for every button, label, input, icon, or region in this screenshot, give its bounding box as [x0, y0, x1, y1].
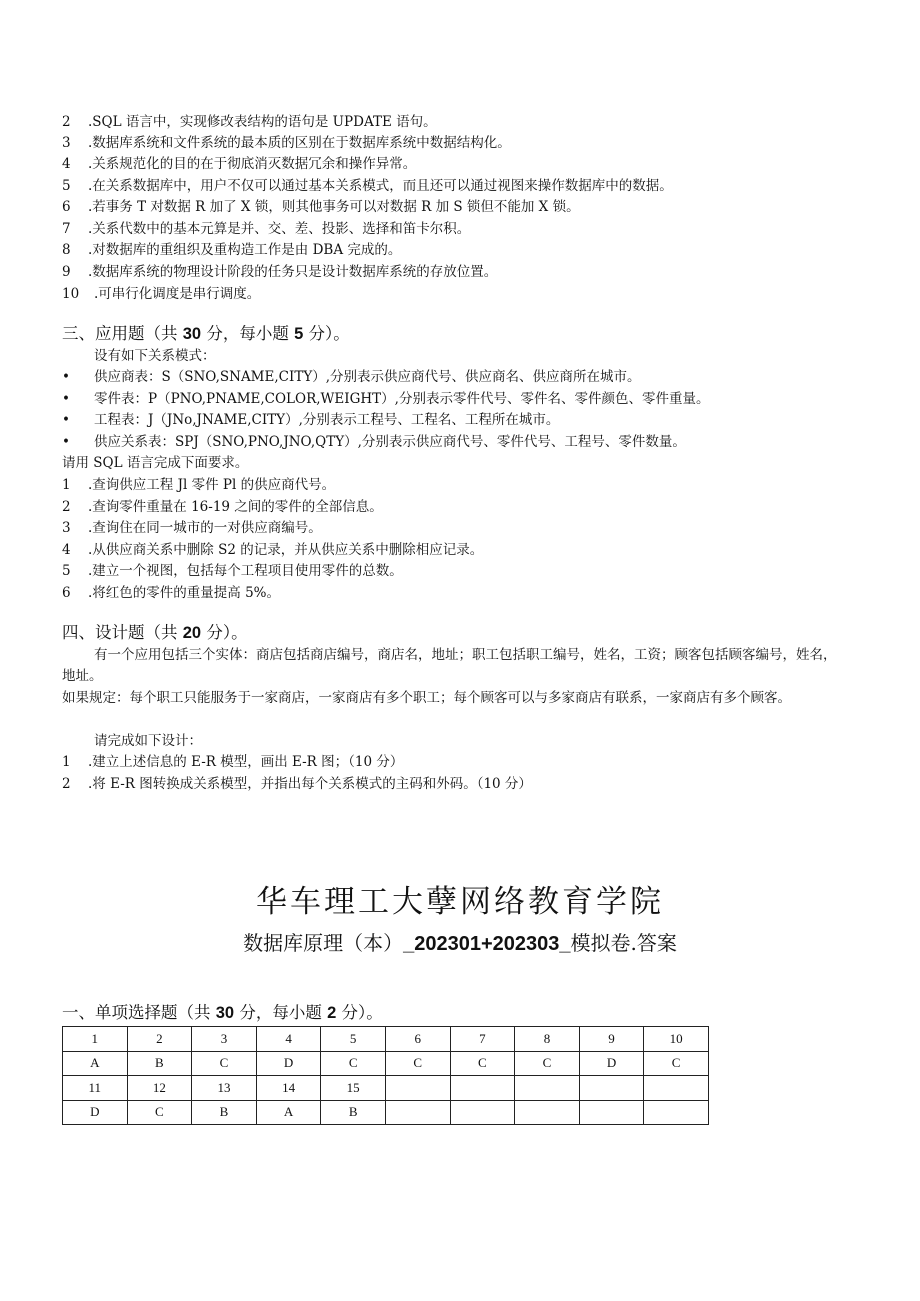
question-number-cell: 3 — [192, 1027, 257, 1052]
question-number-cell — [579, 1076, 644, 1101]
sql-question: 1 .查询供应工程 Jl 零件 Pl 的供应商代号。 — [62, 477, 336, 493]
question-number-cell: 15 — [321, 1076, 386, 1101]
question-number-cell: 4 — [256, 1027, 321, 1052]
question-number-cell — [450, 1076, 515, 1101]
table-row — [63, 1100, 709, 1125]
table-row — [63, 1076, 709, 1101]
schema-item: • 供应关系表：SPJ（SNO,PNO,JNO,QTY）,分别表示供应商代号、零件代号、工程号、零件数量。 — [62, 434, 686, 450]
sql-question: 6 .将红色的零件的重量提高 5%。 — [62, 585, 280, 601]
tf-item: 5 .在关系数据库中，用户不仅可以通过基本关系模式，而且还可以通过视图来操作数据库中的数据。 — [62, 178, 673, 194]
answer-cell: D — [579, 1051, 644, 1076]
question-number-cell: 1 — [63, 1027, 128, 1052]
answer-cell: B — [192, 1100, 257, 1125]
sql-question: 4 .从供应商关系中删除 S2 的记录，并从供应关系中删除相应记录。 — [62, 542, 484, 558]
tf-item: 3 .数据库系统和文件系统的最本质的区别在于数据库系统中数据结构化。 — [62, 135, 511, 151]
section4-para2: 如果规定：每个职工只能服务于一家商店，一家商店有多个职工；每个顾客可以与多家商店有联系，一家商店有多个顾客。 — [62, 690, 791, 706]
question-number-cell — [644, 1076, 709, 1101]
answer-cell: C — [450, 1051, 515, 1076]
section3-instruction: 请用 SQL 语言完成下面要求。 — [62, 455, 249, 471]
answer-cell: D — [256, 1051, 321, 1076]
question-number-cell: 10 — [644, 1027, 709, 1052]
section3-intro: 设有如下关系模式： — [94, 348, 216, 364]
tf-item: 2 .SQL 语言中，实现修改表结构的语句是 UPDATE 语句。 — [62, 114, 437, 130]
question-number-cell: 2 — [127, 1027, 192, 1052]
design-question: 2 .将 E-R 图转换成关系模型，并指出每个关系模式的主码和外码。（10 分） — [62, 776, 532, 792]
question-number-cell: 5 — [321, 1027, 386, 1052]
answer-cell — [579, 1100, 644, 1125]
question-number-cell: 8 — [515, 1027, 580, 1052]
tf-item: 6 .若事务 T 对数据 R 加了 X 锁，则其他事务可以对数据 R 加 S 锁但不能加 X 锁。 — [62, 199, 580, 215]
question-number-cell — [385, 1076, 450, 1101]
exam-title: 数据库原理（本）_202301+202303_模拟卷.答案 — [243, 931, 677, 955]
sql-question: 3 .查询住在同一城市的一对供应商编号。 — [62, 520, 322, 536]
answer-cell: C — [515, 1051, 580, 1076]
question-number-cell: 14 — [256, 1076, 321, 1101]
answer-cell — [385, 1100, 450, 1125]
table-row — [63, 1027, 709, 1052]
answer-cell — [515, 1100, 580, 1125]
tf-item: 10 .可串行化调度是串行调度。 — [62, 286, 261, 302]
section4-para1: 有一个应用包括三个实体：商店包括商店编号，商店名，地址；职工包括职工编号，姓名，工资；顾客包括顾客编号，姓名，地址。 — [62, 647, 837, 684]
schema-item: • 零件表：P（PNO,PNAME,COLOR,WEIGHT）,分别表示零件代号、零件名、零件颜色、零件重量。 — [62, 391, 710, 407]
tf-item: 7 .关系代数中的基本元算是并、交、差、投影、选择和笛卡尔积。 — [62, 221, 471, 237]
sql-question: 2 .查询零件重量在 16-19 之间的零件的全部信息。 — [62, 499, 383, 515]
school-title: 华车理工大孽网络教育学院 — [256, 884, 664, 920]
question-number-cell: 13 — [192, 1076, 257, 1101]
question-number-cell: 9 — [579, 1027, 644, 1052]
answer-cell: C — [385, 1051, 450, 1076]
tf-item: 9 .数据库系统的物理设计阶段的任务只是设计数据库系统的存放位置。 — [62, 264, 498, 280]
answer-cell: B — [321, 1100, 386, 1125]
table-row — [63, 1051, 709, 1076]
schema-item: • 工程表：J（JNo,JNAME,CITY）,分别表示工程号、工程名、工程所在城市。 — [62, 412, 560, 428]
answer-cell: D — [63, 1100, 128, 1125]
answer-cell: C — [321, 1051, 386, 1076]
answer-cell: A — [256, 1100, 321, 1125]
section3-heading: 三、应用题（共 30 分，每小题 5 分）。 — [62, 324, 350, 343]
question-number-cell: 12 — [127, 1076, 192, 1101]
answer-cell: C — [644, 1051, 709, 1076]
answer-cell — [450, 1100, 515, 1125]
answer-cell: C — [127, 1100, 192, 1125]
question-number-cell — [515, 1076, 580, 1101]
question-number-cell: 7 — [450, 1027, 515, 1052]
section4-heading: 四、设计题（共 20 分）。 — [62, 623, 248, 642]
answer-cell — [644, 1100, 709, 1125]
design-question: 1 .建立上述信息的 E-R 模型，画出 E-R 图；（10 分） — [62, 754, 404, 770]
question-number-cell: 11 — [63, 1076, 128, 1101]
answer-table — [62, 1026, 709, 1125]
answer-section1-heading: 一、单项选择题（共 30 分，每小题 2 分）。 — [62, 1003, 383, 1022]
tf-item: 8 .对数据库的重组织及重构造工作是由 DBA 完成的。 — [62, 242, 402, 258]
question-number-cell: 6 — [385, 1027, 450, 1052]
answer-cell: C — [192, 1051, 257, 1076]
schema-item: • 供应商表：S（SNO,SNAME,CITY）,分别表示供应商代号、供应商名、供应商所在城市。 — [62, 369, 641, 385]
answer-cell: B — [127, 1051, 192, 1076]
section4-instruction: 请完成如下设计： — [94, 733, 202, 749]
sql-question: 5 .建立一个视图，包括每个工程项目使用零件的总数。 — [62, 563, 403, 579]
answer-cell: A — [63, 1051, 128, 1076]
tf-item: 4 .关系规范化的目的在于彻底消灭数据冗余和操作异常。 — [62, 156, 417, 172]
